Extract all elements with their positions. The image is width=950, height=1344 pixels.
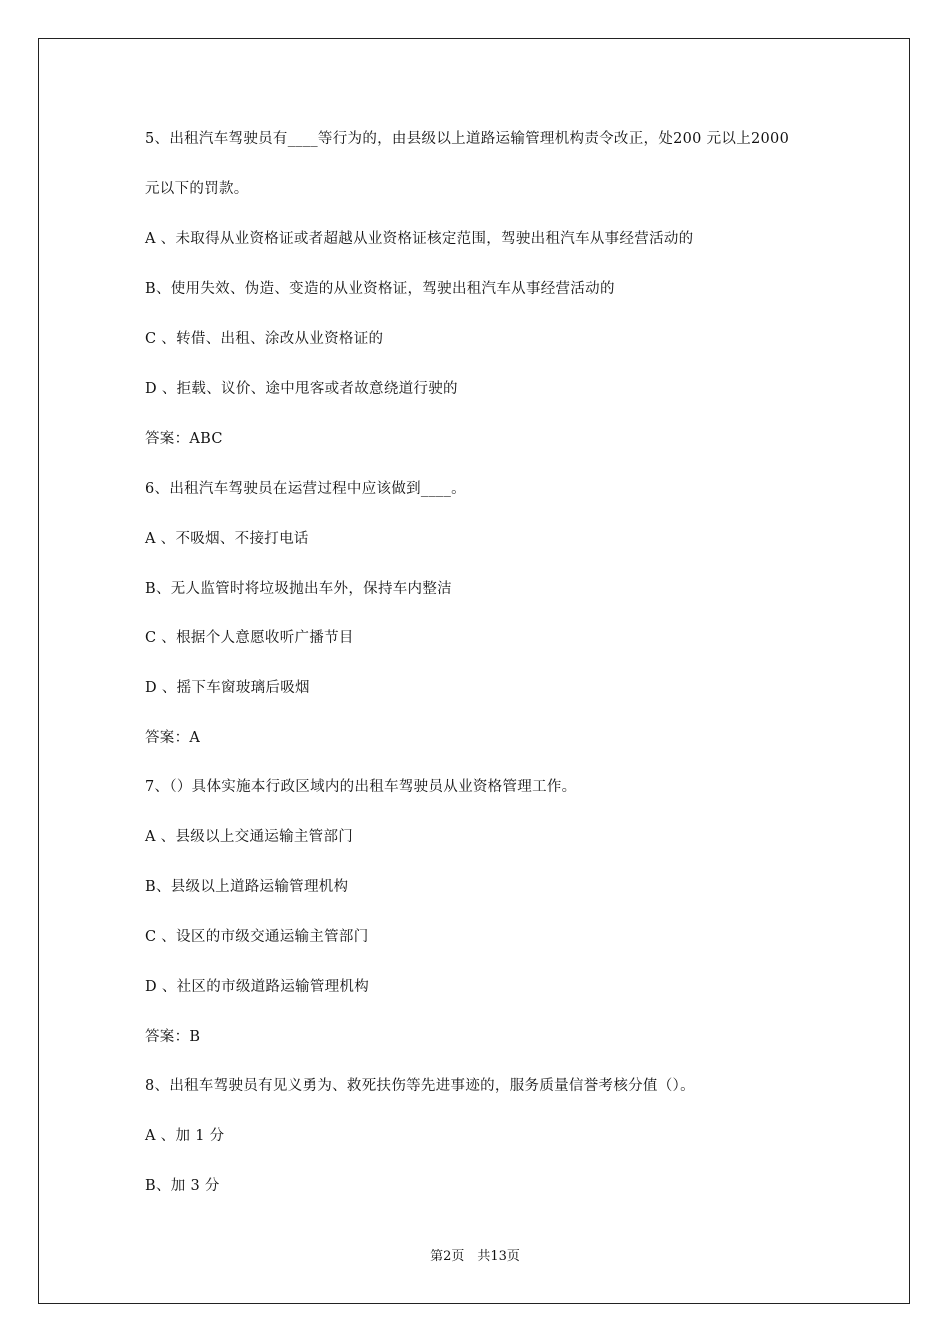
question-8-option-a: A 、加 1 分 (145, 1128, 225, 1144)
question-5-option-a: A 、未取得从业资格证或者超越从业资格证核定范围，驾驶出租汽车从事经营活动的 (145, 231, 694, 247)
question-5-option-c: C 、转借、出租、涂改从业资格证的 (145, 331, 384, 347)
question-5-option-b: B、使用失效、伪造、变造的从业资格证，驾驶出租汽车从事经营活动的 (145, 281, 615, 297)
page-frame (38, 38, 910, 1304)
question-7-answer: 答案：B (145, 1029, 201, 1045)
question-5-text-continued: 元以下的罚款。 (145, 181, 249, 197)
question-5-option-d: D 、拒载、议价、途中甩客或者故意绕道行驶的 (145, 381, 458, 397)
question-6-text: 6、出租汽车驾驶员在运营过程中应该做到____。 (145, 481, 466, 497)
question-7-option-b: B、县级以上道路运输管理机构 (145, 879, 349, 895)
question-6-option-a: A 、不吸烟、不接打电话 (145, 531, 309, 547)
page-number-footer: 第2页 共13页 (430, 1249, 520, 1264)
question-7-option-c: C 、设区的市级交通运输主管部门 (145, 929, 369, 945)
question-6-option-b: B、无人监管时将垃圾抛出车外，保持车内整洁 (145, 581, 452, 597)
question-7-option-a: A 、县级以上交通运输主管部门 (145, 829, 354, 845)
question-7-option-d: D 、社区的市级道路运输管理机构 (145, 979, 370, 995)
question-8-text: 8、出租车驾驶员有见义勇为、救死扶伤等先进事迹的，服务质量信誉考核分值（）。 (145, 1078, 695, 1094)
question-6-option-c: C 、根据个人意愿收听广播节目 (145, 630, 354, 646)
question-5-answer: 答案：ABC (145, 431, 223, 447)
question-5-text: 5、出租汽车驾驶员有____等行为的，由县级以上道路运输管理机构责令改正，处200 元以上2000 (145, 131, 790, 147)
question-7-text: 7、（）具体实施本行政区域内的出租车驾驶员从业资格管理工作。 (145, 779, 577, 795)
question-6-answer: 答案：A (145, 730, 201, 746)
question-8-option-b: B、加 3 分 (145, 1178, 220, 1194)
question-6-option-d: D 、摇下车窗玻璃后吸烟 (145, 680, 310, 696)
